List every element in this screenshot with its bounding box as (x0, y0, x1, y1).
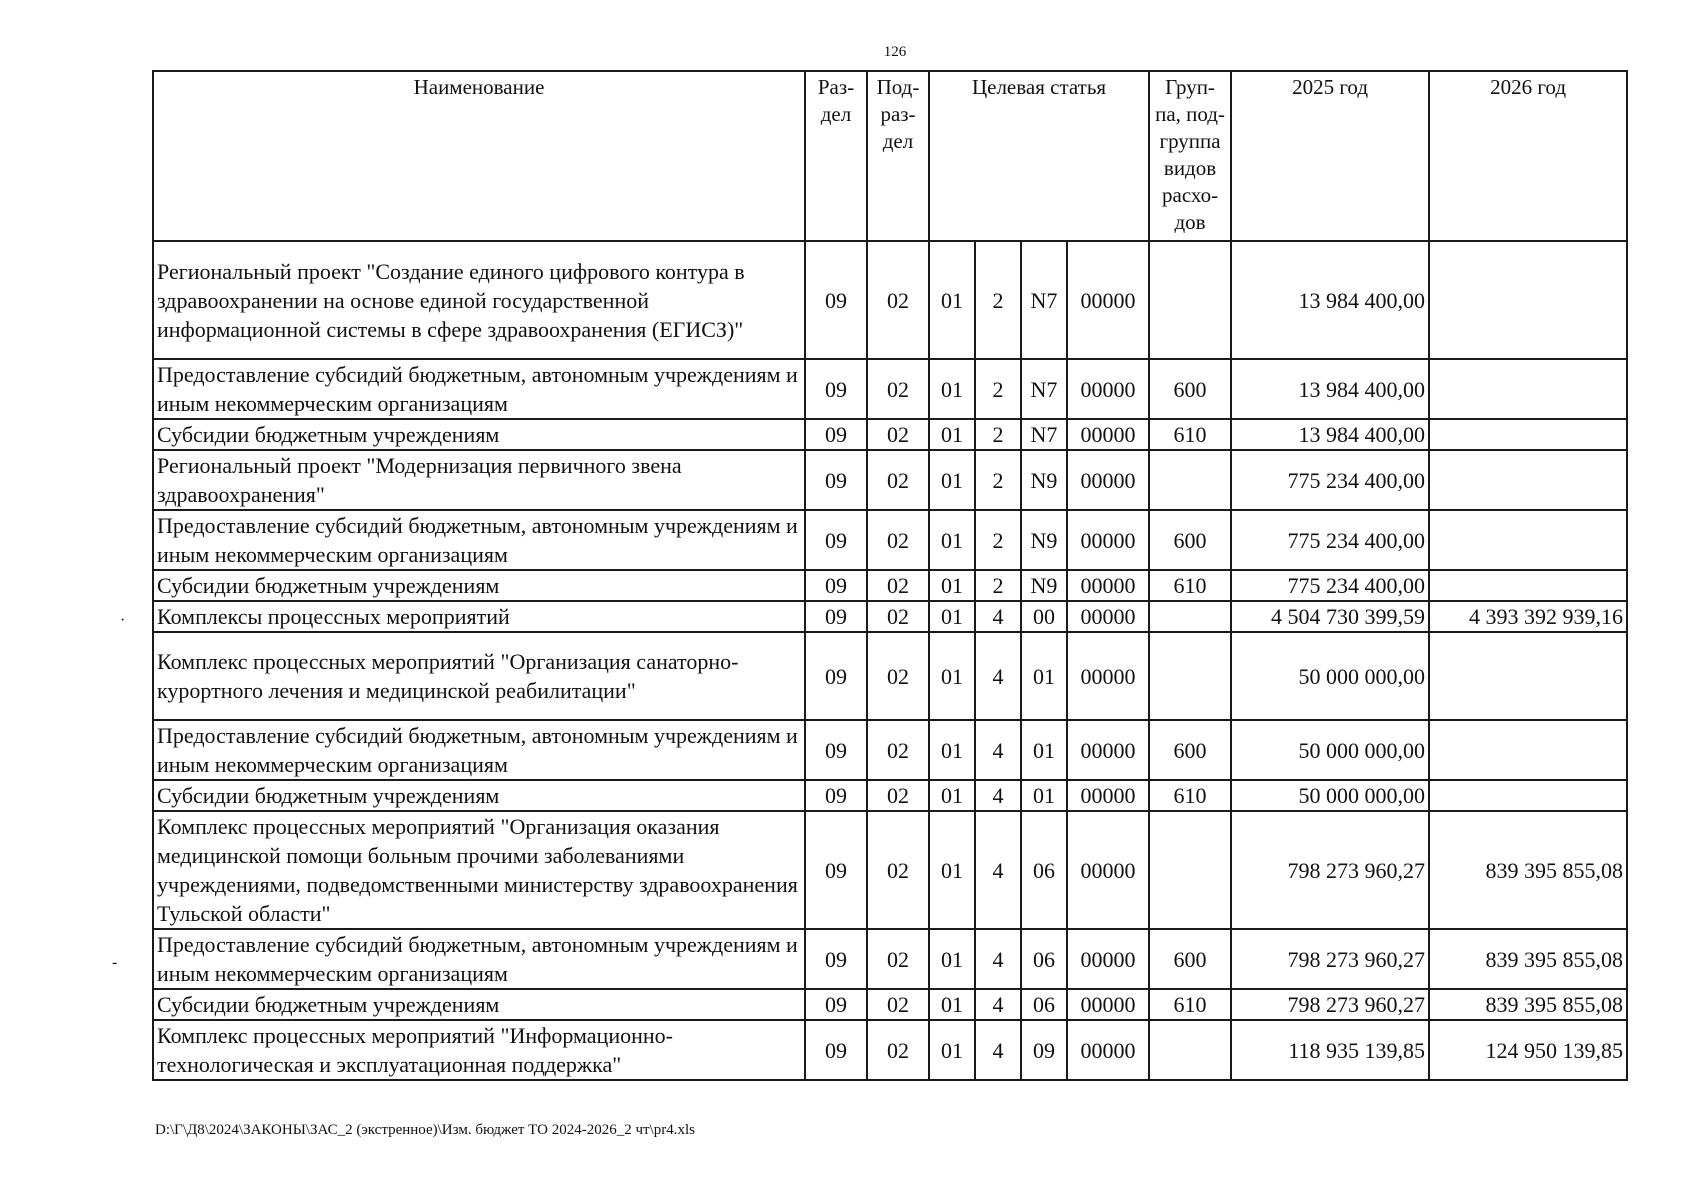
row-target-code: 00000 (1067, 359, 1149, 419)
row-amount-2026 (1429, 720, 1627, 780)
row-section: 09 (805, 1020, 867, 1080)
row-name: Региональный проект "Модернизация первичного звена здравоохранения" (153, 450, 805, 510)
row-target-code: 00000 (1067, 720, 1149, 780)
row-target-program: 01 (929, 632, 975, 720)
row-amount-2025: 798 273 960,27 (1231, 989, 1429, 1020)
row-target-program: 01 (929, 359, 975, 419)
row-amount-2025: 50 000 000,00 (1231, 720, 1429, 780)
row-subsection: 02 (867, 419, 929, 450)
table-row (153, 989, 1627, 1020)
header-subsection: Под-раз-дел (867, 71, 929, 241)
row-target-type: 4 (975, 780, 1021, 811)
margin-mark: · (120, 612, 126, 629)
row-expense-group: 610 (1149, 989, 1231, 1020)
row-target-item: 09 (1021, 1020, 1067, 1080)
row-amount-2025: 13 984 400,00 (1231, 419, 1429, 450)
row-amount-2026: 839 395 855,08 (1429, 929, 1627, 989)
row-target-type: 4 (975, 720, 1021, 780)
row-target-code: 00000 (1067, 989, 1149, 1020)
row-target-type: 4 (975, 811, 1021, 929)
table-row (153, 720, 1627, 780)
row-target-program: 01 (929, 780, 975, 811)
row-amount-2025: 4 504 730 399,59 (1231, 601, 1429, 632)
row-target-type: 2 (975, 419, 1021, 450)
row-subsection: 02 (867, 570, 929, 601)
table-header-row (153, 71, 1627, 241)
row-amount-2026 (1429, 450, 1627, 510)
row-amount-2026 (1429, 570, 1627, 601)
footer-file-path: D:\Г\Д8\2024\ЗАКОНЫ\ЗАС_2 (экстренное)\Изм. бюджет ТО 2024-2026_2 чт\pr4.xls (155, 1122, 695, 1138)
row-target-item: N9 (1021, 450, 1067, 510)
row-expense-group: 610 (1149, 419, 1231, 450)
row-amount-2025: 798 273 960,27 (1231, 811, 1429, 929)
row-target-item: N7 (1021, 359, 1067, 419)
row-name: Субсидии бюджетным учреждениям (153, 780, 805, 811)
row-target-code: 00000 (1067, 632, 1149, 720)
row-expense-group (1149, 1020, 1231, 1080)
page-number: 126 (883, 44, 907, 60)
row-subsection: 02 (867, 1020, 929, 1080)
row-target-code: 00000 (1067, 570, 1149, 601)
row-target-item: 01 (1021, 780, 1067, 811)
row-target-item: N7 (1021, 419, 1067, 450)
table-row (153, 632, 1627, 720)
row-expense-group: 600 (1149, 720, 1231, 780)
row-amount-2025: 775 234 400,00 (1231, 510, 1429, 570)
header-group: Груп-па, под-группа видов расхо-дов (1149, 71, 1231, 241)
row-target-item: N9 (1021, 510, 1067, 570)
table-row (153, 510, 1627, 570)
row-target-type: 2 (975, 510, 1021, 570)
row-amount-2025: 13 984 400,00 (1231, 241, 1429, 359)
row-target-code: 00000 (1067, 241, 1149, 359)
row-target-code: 00000 (1067, 1020, 1149, 1080)
row-subsection: 02 (867, 450, 929, 510)
row-name: Субсидии бюджетным учреждениям (153, 419, 805, 450)
row-section: 09 (805, 419, 867, 450)
row-section: 09 (805, 632, 867, 720)
row-expense-group: 600 (1149, 929, 1231, 989)
row-amount-2026 (1429, 632, 1627, 720)
row-target-code: 00000 (1067, 780, 1149, 811)
row-name: Субсидии бюджетным учреждениям (153, 989, 805, 1020)
table-row (153, 601, 1627, 632)
row-target-program: 01 (929, 989, 975, 1020)
row-subsection: 02 (867, 811, 929, 929)
row-amount-2026: 124 950 139,85 (1429, 1020, 1627, 1080)
row-expense-group (1149, 632, 1231, 720)
row-target-item: 01 (1021, 632, 1067, 720)
row-amount-2025: 118 935 139,85 (1231, 1020, 1429, 1080)
row-amount-2026 (1429, 780, 1627, 811)
row-target-type: 4 (975, 929, 1021, 989)
row-section: 09 (805, 570, 867, 601)
row-target-program: 01 (929, 241, 975, 359)
row-name: Предоставление субсидий бюджетным, автономным учреждениям и иным некоммерческим организациям (153, 720, 805, 780)
row-amount-2025: 13 984 400,00 (1231, 359, 1429, 419)
row-target-program: 01 (929, 929, 975, 989)
row-name: Предоставление субсидий бюджетным, автономным учреждениям и иным некоммерческим организациям (153, 929, 805, 989)
row-name: Субсидии бюджетным учреждениям (153, 570, 805, 601)
row-amount-2026 (1429, 510, 1627, 570)
row-target-code: 00000 (1067, 450, 1149, 510)
row-section: 09 (805, 989, 867, 1020)
table-row (153, 419, 1627, 450)
row-target-type: 4 (975, 1020, 1021, 1080)
header-target: Целевая статья (929, 71, 1149, 241)
row-target-code: 00000 (1067, 601, 1149, 632)
row-target-type: 2 (975, 450, 1021, 510)
row-amount-2026 (1429, 419, 1627, 450)
row-amount-2025: 775 234 400,00 (1231, 450, 1429, 510)
row-target-item: 06 (1021, 989, 1067, 1020)
row-target-program: 01 (929, 450, 975, 510)
row-subsection: 02 (867, 632, 929, 720)
row-target-item: 06 (1021, 811, 1067, 929)
row-target-program: 01 (929, 570, 975, 601)
row-section: 09 (805, 811, 867, 929)
row-section: 09 (805, 450, 867, 510)
row-target-code: 00000 (1067, 811, 1149, 929)
table-row (153, 929, 1627, 989)
row-target-program: 01 (929, 601, 975, 632)
row-expense-group: 610 (1149, 780, 1231, 811)
table-row (153, 359, 1627, 419)
row-amount-2026 (1429, 359, 1627, 419)
row-amount-2026: 839 395 855,08 (1429, 811, 1627, 929)
row-subsection: 02 (867, 989, 929, 1020)
header-section: Раз-дел (805, 71, 867, 241)
row-name: Предоставление субсидий бюджетным, автономным учреждениям и иным некоммерческим организациям (153, 359, 805, 419)
header-name: Наименование (153, 71, 805, 241)
row-target-type: 2 (975, 570, 1021, 601)
row-section: 09 (805, 601, 867, 632)
row-name: Комплекс процессных мероприятий "Информационно-технологическая и эксплуатационная поддержка" (153, 1020, 805, 1080)
row-amount-2025: 775 234 400,00 (1231, 570, 1429, 601)
row-target-program: 01 (929, 1020, 975, 1080)
row-target-item: 06 (1021, 929, 1067, 989)
row-amount-2026: 4 393 392 939,16 (1429, 601, 1627, 632)
row-expense-group (1149, 241, 1231, 359)
table-row (153, 1020, 1627, 1080)
row-expense-group (1149, 450, 1231, 510)
row-expense-group (1149, 601, 1231, 632)
header-2025: 2025 год (1231, 71, 1429, 241)
row-section: 09 (805, 510, 867, 570)
table-row (153, 570, 1627, 601)
row-section: 09 (805, 780, 867, 811)
row-target-program: 01 (929, 419, 975, 450)
row-name: Комплекс процессных мероприятий "Организация санаторно-курортного лечения и медицинской реабилитации" (153, 632, 805, 720)
row-expense-group: 610 (1149, 570, 1231, 601)
row-target-program: 01 (929, 811, 975, 929)
row-subsection: 02 (867, 359, 929, 419)
row-name: Комплексы процессных мероприятий (153, 601, 805, 632)
row-amount-2026: 839 395 855,08 (1429, 989, 1627, 1020)
row-expense-group: 600 (1149, 359, 1231, 419)
row-name: Предоставление субсидий бюджетным, автономным учреждениям и иным некоммерческим организациям (153, 510, 805, 570)
row-target-item: 01 (1021, 720, 1067, 780)
row-target-code: 00000 (1067, 929, 1149, 989)
row-name: Региональный проект "Создание единого цифрового контура в здравоохранении на основе единой государственной информационной системы в сфере здравоохранения (ЕГИСЗ)" (153, 241, 805, 359)
row-target-item: N7 (1021, 241, 1067, 359)
row-section: 09 (805, 359, 867, 419)
row-section: 09 (805, 929, 867, 989)
row-target-type: 2 (975, 359, 1021, 419)
row-target-code: 00000 (1067, 419, 1149, 450)
row-expense-group: 600 (1149, 510, 1231, 570)
row-section: 09 (805, 720, 867, 780)
row-name: Комплекс процессных мероприятий "Организация оказания медицинской помощи больным прочими заболеваниями учреждениями, подведомственными министерству здравоохранения Тульской области" (153, 811, 805, 929)
row-target-code: 00000 (1067, 510, 1149, 570)
row-target-item: 00 (1021, 601, 1067, 632)
row-subsection: 02 (867, 601, 929, 632)
margin-mark: - (112, 954, 118, 971)
header-2026: 2026 год (1429, 71, 1627, 241)
row-expense-group (1149, 811, 1231, 929)
table-body (153, 241, 1627, 1080)
row-target-type: 2 (975, 241, 1021, 359)
row-subsection: 02 (867, 720, 929, 780)
row-target-program: 01 (929, 510, 975, 570)
row-section: 09 (805, 241, 867, 359)
row-target-program: 01 (929, 720, 975, 780)
row-target-type: 4 (975, 989, 1021, 1020)
row-target-type: 4 (975, 601, 1021, 632)
row-amount-2025: 50 000 000,00 (1231, 632, 1429, 720)
table-row (153, 811, 1627, 929)
row-target-item: N9 (1021, 570, 1067, 601)
table-row (153, 241, 1627, 359)
row-subsection: 02 (867, 510, 929, 570)
row-subsection: 02 (867, 241, 929, 359)
table-row (153, 780, 1627, 811)
row-amount-2025: 798 273 960,27 (1231, 929, 1429, 989)
table-row (153, 450, 1627, 510)
row-subsection: 02 (867, 780, 929, 811)
row-target-type: 4 (975, 632, 1021, 720)
row-amount-2025: 50 000 000,00 (1231, 780, 1429, 811)
row-amount-2026 (1429, 241, 1627, 359)
budget-table (152, 70, 1628, 1081)
row-subsection: 02 (867, 929, 929, 989)
